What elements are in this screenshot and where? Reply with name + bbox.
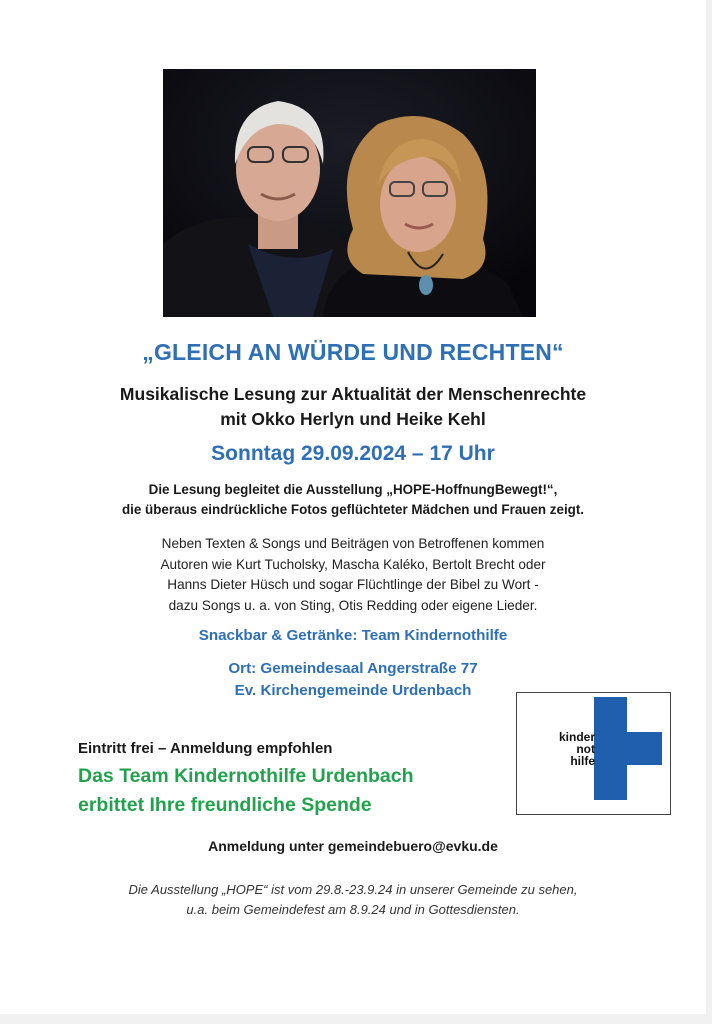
donation-line: Das Team Kindernothilfe Urdenbach (78, 765, 414, 787)
subtitle-line: mit Okko Herlyn und Heike Kehl (220, 409, 486, 429)
description-line: Neben Texten & Songs und Beiträgen von Betroffenen kommen (161, 536, 545, 551)
exhibition-note (0, 880, 706, 920)
portrait-photo (163, 69, 536, 317)
donation-appeal (78, 762, 414, 820)
registration-info: Anmeldung unter gemeindebuero@evku.de (208, 838, 498, 854)
kindernothilfe-logo (516, 692, 671, 815)
intro-line: Die Lesung begleitet die Ausstellung „HOPE-HoffnungBewegt!“, (148, 482, 558, 497)
logo-word: hilfe (570, 754, 595, 768)
event-title: „GLEICH AN WÜRDE UND RECHTEN“ (142, 339, 564, 365)
event-date: Sonntag 29.09.2024 – 17 Uhr (211, 442, 495, 465)
note-line: u.a. beim Gemeindefest am 8.9.24 und in Gottesdiensten. (186, 902, 520, 917)
intro-line: die überaus eindrückliche Fotos geflüchteter Mädchen und Frauen zeigt. (121, 502, 585, 517)
snack-info: Snackbar & Getränke: Team Kindernothilfe (198, 627, 508, 644)
logo-wordmark (559, 731, 595, 767)
description-text (0, 534, 706, 616)
location-line: Ort: Gemeindesaal Angerstraße 77 (228, 660, 478, 677)
note-line: Die Ausstellung „HOPE“ ist vom 29.8.-23.9.24 in unserer Gemeinde zu sehen, (128, 882, 578, 897)
donation-line: erbittet Ihre freundliche Spende (78, 794, 372, 816)
description-line: dazu Songs u. a. von Sting, Otis Redding oder eigene Lieder. (168, 597, 538, 613)
logo-word: kinder (558, 730, 595, 744)
intro-text (0, 480, 706, 520)
location-line: Ev. Kirchengemeinde Urdenbach (234, 682, 472, 699)
logo-word: not (576, 742, 595, 756)
description-line: Hanns Dieter Hüsch und sogar Flüchtlinge der Bibel zu Wort - (167, 577, 539, 592)
subtitle-line: Musikalische Lesung zur Aktualität der Menschenrechte (119, 384, 587, 404)
entry-info: Eintritt frei – Anmeldung empfohlen (78, 740, 333, 757)
event-subtitle (0, 382, 706, 432)
description-line: Autoren wie Kurt Tucholsky, Mascha Kaléko, Bertolt Brecht oder (160, 556, 546, 572)
portrait-illustration (163, 69, 536, 317)
